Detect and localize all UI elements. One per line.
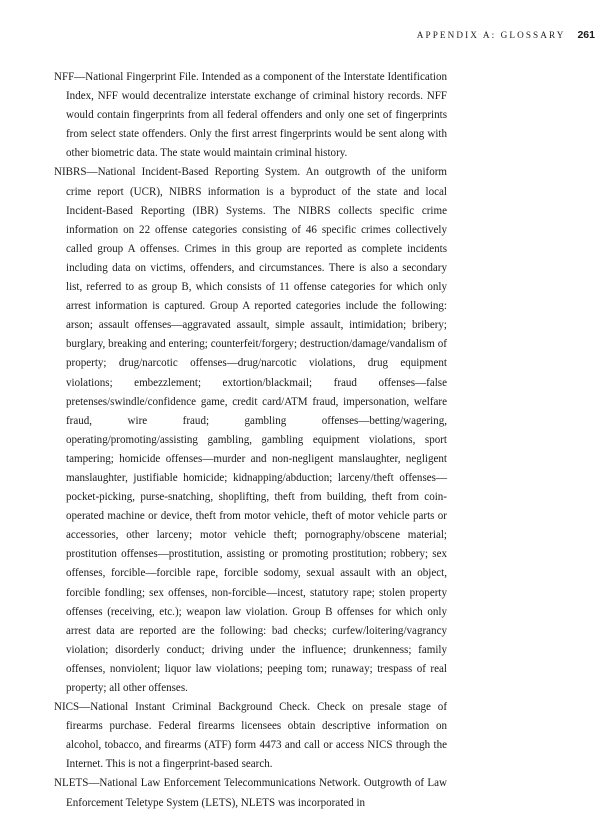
- glossary-entry-nff: NFF—National Fingerprint File. Intended as a component of the Interstate Identification Index, NFF would decentralize interstate exchange of criminal history records. NFF would contain fingerprints from all federal offenders and only one set of fingerprints from select state offenders. Only the first arrest fingerprints would be sent along with other biometric data. The state would maintain criminal history.: [54, 71, 447, 160]
- page-number: 261: [577, 29, 595, 41]
- glossary-entry-nibrs: NIBRS—National Incident-Based Reporting System. An outgrowth of the uniform crime report (UCR), NIBRS information is a byproduct of the state and local Incident-Based Reporting (IBR) Systems. The NIBRS collects specific crime information on 22 offense categories consisting of 46 specific crimes collectively called group A offenses. Crimes in this group are reported as complete incidents including data on victims, offenders, and circumstances. There is also a secondary list, referred to as group B, which consists of 11 offense categories for which only arrest information is captured. Group A reported categories include the following: arson; assault offenses—aggravated assault, simple assault, intimidation; bribery; burglary, breaking and entering; counterfeit/forgery; destruction/damage/vandalism of property; drug/narcotic offenses—drug/narcotic violations, drug equipment violations; embezzlement; extortion/blackmail; fraud offenses—false pretenses/swindle/confidence game, credit card/ATM fraud, impersonation, welfare fraud, wire fraud; gambling offenses—betting/wagering, operating/promoting/assisting gambling, gambling equipment violations, sport tampering; homicide offenses—murder and non-negligent manslaughter, negligent manslaughter, justifiable homicide; kidnapping/abduction; larceny/theft offenses—pocket-picking, purse-snatching, shoplifting, theft from building, theft from coin-operated machine or device, theft from motor vehicle, theft of motor vehicle parts or accessories, other larceny; motor vehicle theft; pornography/obscene material; prostitution offenses—prostitution, assisting or promoting prostitution; robbery; sex offenses, forcible—forcible rape, forcible sodomy, sexual assault with an object, forcible fondling; sex offenses, non-forcible—incest, statutory rape; stolen property offenses (receiving, etc.); weapon law violation. Group B offenses for which only arrest data are reported are the following: bad checks; curfew/loitering/vagrancy violation; disorderly conduct; driving under the influence; drunkenness; family offenses, nonviolent; liquor law violations; peeping tom; runaway; trespass of real property; all other offenses.: [54, 166, 447, 694]
- running-title: APPENDIX A: GLOSSARY: [416, 30, 566, 40]
- running-head: [417, 29, 595, 41]
- glossary-body: [54, 68, 447, 813]
- glossary-entry-nics: NICS—National Instant Criminal Background Check. Check on presale stage of firearms purchase. Federal firearms licensees obtain descriptive information on alcohol, tobacco, and firearms (ATF) form 4473 and call or access NICS through the Internet. This is not a fingerprint-based search.: [54, 701, 447, 771]
- glossary-entry-nlets: NLETS—National Law Enforcement Telecommunications Network. Outgrowth of Law Enforcement Teletype System (LETS), NLETS was incorporated in: [54, 777, 447, 809]
